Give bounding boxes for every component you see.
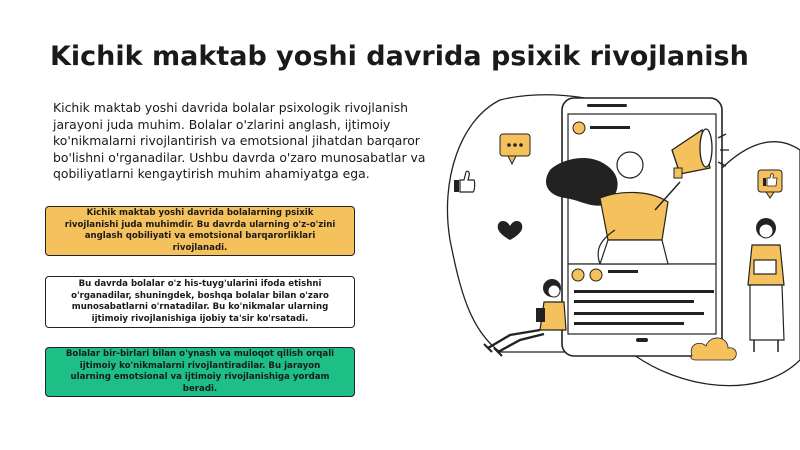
info-card-1: Kichik maktab yoshi davrida bolalarning psixik rivojlanishi juda muhimdir. Bu davrda ularning o'z-o'zini anglash qobiliyati va emotsional barqarorliklari rivojlanadi. (45, 206, 355, 256)
info-card-3: Bolalar bir-birlari bilan o'ynash va muloqot qilish orqali ijtimoiy ko'nikmalarni rivojlantiradilar. Bu jarayon ularning emotsional va ijtimoiy rivojlanishiga yordam beradi. (45, 347, 355, 397)
page-title: Kichik maktab yoshi davrida psixik rivojlanish (50, 41, 749, 72)
intro-paragraph: Kichik maktab yoshi davrida bolalar psixologik rivojlanish jarayoni juda muhim. Bolalar o'zlarini anglash, ijtimoiy ko'nikmalarni rivojlantirish va emotsional jihatdan barqaror bo'lishni o'rganadilar. Ushbu davrda o'zaro munosabatlar va qobiliyatlarni kengaytirish muhim ahamiyatga ega. (53, 100, 426, 181)
info-card-2: Bu davrda bolalar o'z his-tuyg'ularini ifoda etishni o'rganadilar, shuningdek, boshqa bolalar bilan o'zaro munosabatlarni o'rnatadilar. Bu ko'nikmalar ularning ijtimoiy rivojlanishiga ijobiy ta'sir ko'rsatadi. (45, 276, 355, 328)
thumbs-up-icon (454, 171, 475, 192)
sitting-man-figure (484, 279, 566, 356)
thumbs-up-icon (758, 170, 782, 198)
woman-laptop-figure (748, 218, 784, 352)
social-media-illustration (440, 90, 800, 410)
heart-icon (498, 221, 523, 240)
chat-bubble-icon (500, 134, 530, 164)
